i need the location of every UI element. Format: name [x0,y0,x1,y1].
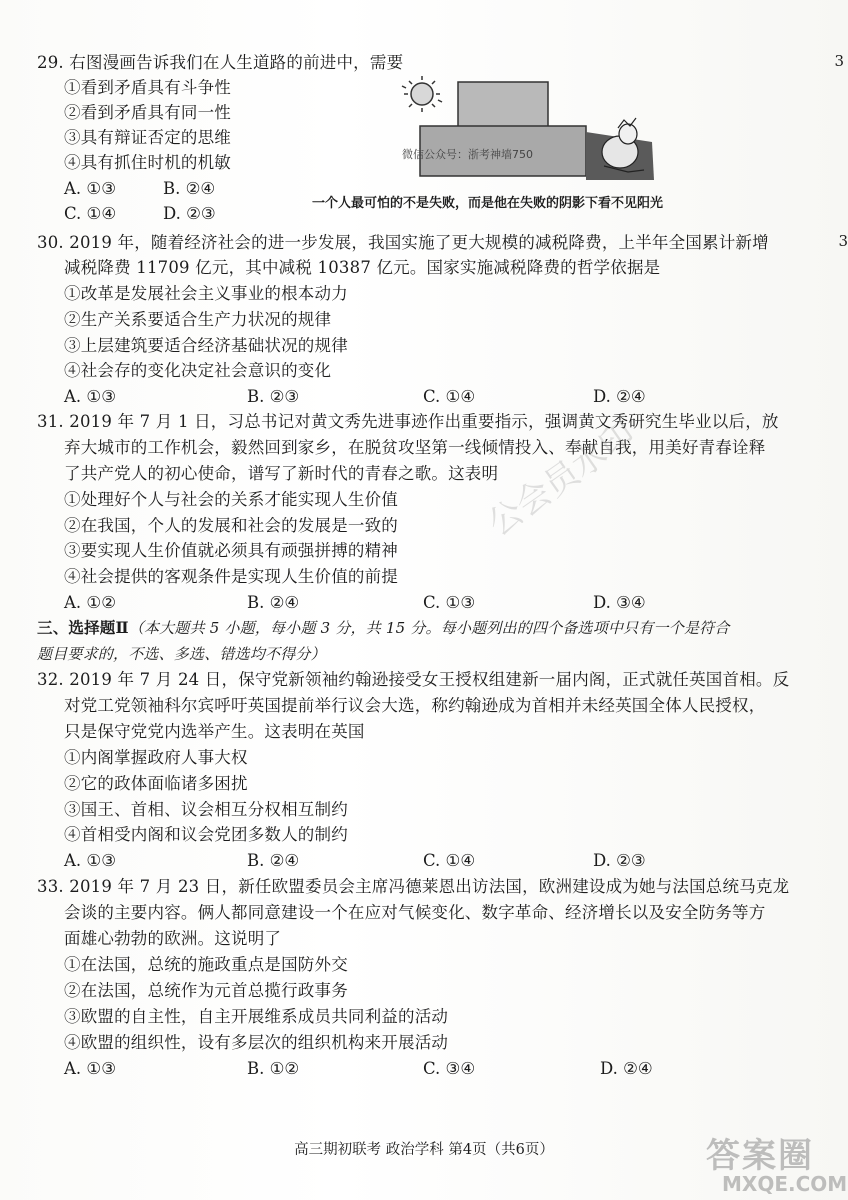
q32-option-a: A. ①③ [64,851,116,870]
q29-option-d: D. ②③ [163,204,216,223]
q29-option-b: B. ②④ [163,179,216,198]
page-footer: 高三期初联考 政治学科 第4页（共6页） [294,1142,554,1158]
q31-option-a: A. ①② [64,593,116,612]
q32-stem-line-1: 32. 2019 年 7 月 24 日，保守党新领袖约翰逊接受女王授权组建新一届内阁，正式就任英国首相。反 [37,670,790,689]
q30-stem-line-2: 减税降费 11709 亿元，其中减税 10387 亿元。国家实施减税降费的哲学依据是 [64,258,661,277]
q33-stem-line-3: 面雄心勃勃的欧洲。这说明了 [64,929,282,948]
q30-option-c: C. ①④ [423,387,476,406]
q31-option-d: D. ③④ [593,593,646,612]
q29-option-c: C. ①④ [64,204,117,223]
q33-option-b: B. ①② [247,1059,300,1078]
q29-item-2: ②看到矛盾具有同一性 [64,103,231,122]
cartoon-drawing [392,72,662,190]
q31-stem-line-2: 弃大城市的工作机会，毅然回到家乡，在脱贫攻坚第一线倾情投入、奉献自我，用美好青春诠释 [64,438,766,457]
q33-option-a: A. ①③ [64,1059,116,1078]
q31-item-4: ④社会提供的客观条件是实现人生价值的前提 [64,567,398,586]
q32-item-4: ④首相受内阁和议会党团多数人的制约 [64,825,348,844]
q29-item-3: ③具有辩证否定的思维 [64,128,231,147]
top-block [458,82,548,130]
sun-icon [402,76,442,112]
cartoon-watermark-text: 微信公众号：浙考神墙750 [402,148,533,161]
diagonal-watermark: 公会员水印 [480,414,643,545]
q32-option-c: C. ①④ [423,851,476,870]
section-note-line-2: 题目要求的，不选、多选、错选均不得分） [37,645,326,663]
section-note-line-2-wrap [37,643,326,665]
site-logo-watermark: 答案圈 [706,1136,814,1176]
page-edge-mark: 3 [838,232,848,250]
q32-option-b: B. ②④ [247,851,300,870]
cartoon-caption: 一个人最可怕的不是失败，而是他在失败的阴影下看不见阳光 [312,196,664,211]
q30-stem-line-1: 30. 2019 年，随着经济社会的进一步发展，我国实施了更大规模的减税降费，上半年全国累计新增 [37,233,769,252]
q32-option-d: D. ②③ [593,851,646,870]
q30-option-d: D. ②④ [593,387,646,406]
q30-item-1: ①改革是发展社会主义事业的根本动力 [64,284,348,303]
q31-item-1: ①处理好个人与社会的关系才能实现人生价值 [64,490,398,509]
q29-item-4: ④具有抓住时机的机敏 [64,153,231,172]
site-url-watermark: MXQE.COM [722,1172,848,1196]
q30-option-a: A. ①③ [64,387,116,406]
section-header [37,617,730,639]
q33-item-4: ④欧盟的组织性，设有多层次的组织机构来开展活动 [64,1033,449,1052]
q29-stem: 29. 右图漫画告诉我们在人生道路的前进中，需要 [37,53,404,72]
q29-option-a: A. ①③ [64,179,116,198]
q33-option-d: D. ②④ [600,1059,653,1078]
q33-stem-line-2: 会谈的主要内容。俩人都同意建设一个在应对气候变化、数字革命、经济增长以及安全防务等方 [64,903,766,922]
q33-item-2: ②在法国，总统作为元首总揽行政事务 [64,981,348,1000]
section-title: 三、选择题Ⅱ [37,618,129,637]
cartoon-illustration [392,72,662,190]
q32-item-1: ①内阁掌握政府人事大权 [64,748,248,767]
q33-option-c: C. ③④ [423,1059,476,1078]
q33-stem-line-1: 33. 2019 年 7 月 23 日，新任欧盟委员会主席冯德莱恩出访法国，欧洲建设成为她与法国总统马克龙 [37,877,790,896]
q32-stem-line-3: 只是保守党党内选举产生。这表明在英国 [64,722,365,741]
q32-stem-line-2: 对党工党领袖科尔宾呼吁英国提前举行议会大选，称约翰逊成为首相并未经英国全体人民授权， [64,696,766,715]
q30-item-3: ③上层建筑要适合经济基础状况的规律 [64,336,348,355]
q31-stem-line-3: 了共产党人的初心使命，谱写了新时代的青春之歌。这表明 [64,464,499,483]
q31-stem-line-1: 31. 2019 年 7 月 1 日，习总书记对黄文秀先进事迹作出重要指示，强调黄文秀研究生毕业以后，放 [37,412,779,431]
q33-item-3: ③欧盟的自主性，自主开展维系成员共同利益的活动 [64,1007,449,1026]
q30-item-2: ②生产关系要适合生产力状况的规律 [64,310,332,329]
q33-item-1: ①在法国，总统的施政重点是国防外交 [64,955,348,974]
q31-item-2: ②在我国，个人的发展和社会的发展是一致的 [64,516,398,535]
q32-item-3: ③国王、首相、议会相互分权相互制约 [64,800,348,819]
q31-item-3: ③要实现人生价值就必须具有顽强拼搏的精神 [64,541,398,560]
section-note-line-1: （本大题共 5 小题，每小题 3 分，共 15 分。每小题列出的四个备选项中只有一个是符合 [128,619,730,637]
q29-item-1: ①看到矛盾具有斗争性 [64,78,231,97]
q32-item-2: ②它的政体面临诸多困扰 [64,774,248,793]
q30-item-4: ④社会存的变化决定社会意识的变化 [64,361,332,380]
q31-option-b: B. ②④ [247,593,300,612]
q30-option-b: B. ②③ [247,387,300,406]
page-edge-mark: 3 [834,52,844,70]
q31-option-c: C. ①③ [423,593,476,612]
